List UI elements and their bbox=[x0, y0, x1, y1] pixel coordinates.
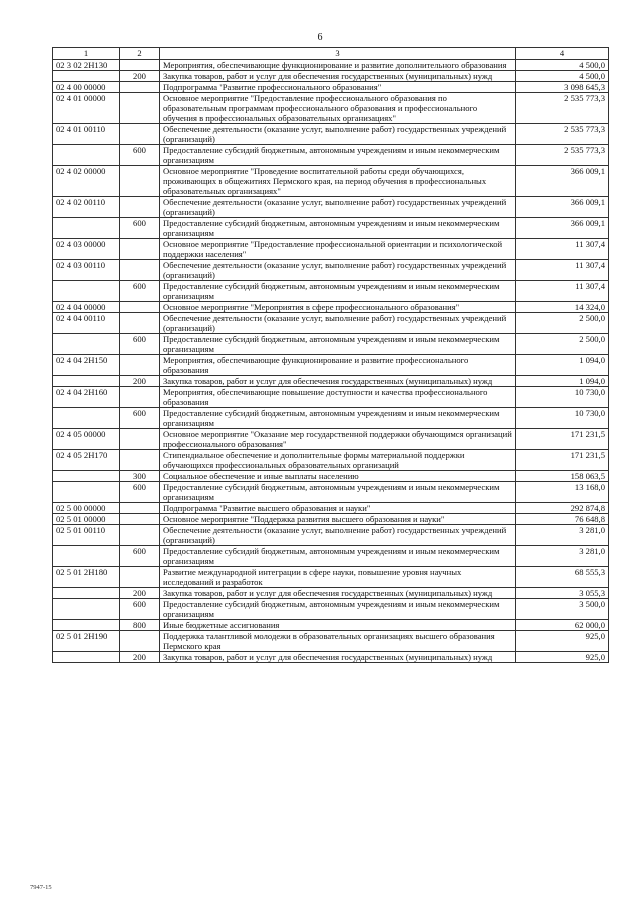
row-name-cell: Обеспечение деятельности (оказание услуг, выполнение работ) государственных учреждений (организаций) bbox=[160, 124, 516, 145]
row-amount-cell: 3 281,0 bbox=[516, 525, 609, 546]
table-row bbox=[53, 82, 609, 93]
row-code-cell bbox=[53, 376, 120, 387]
row-name-cell: Основное мероприятие "Мероприятия в сфере профессионального образования" bbox=[160, 302, 516, 313]
row-type-cell: 600 bbox=[120, 145, 160, 166]
table-row bbox=[53, 620, 609, 631]
row-amount-cell: 11 307,4 bbox=[516, 239, 609, 260]
row-code-cell: 02 5 01 00000 bbox=[53, 514, 120, 525]
row-type-cell bbox=[120, 355, 160, 376]
row-amount-cell: 76 648,8 bbox=[516, 514, 609, 525]
table-row bbox=[53, 471, 609, 482]
row-code-cell: 02 4 00 00000 bbox=[53, 82, 120, 93]
row-type-cell: 600 bbox=[120, 546, 160, 567]
row-amount-cell: 68 555,3 bbox=[516, 567, 609, 588]
row-type-cell: 300 bbox=[120, 471, 160, 482]
row-type-cell bbox=[120, 429, 160, 450]
row-amount-cell: 2 535 773,3 bbox=[516, 124, 609, 145]
row-type-cell: 600 bbox=[120, 334, 160, 355]
row-name-cell: Основное мероприятие "Оказание мер государственной поддержки обучающимся организаций профессионального образования" bbox=[160, 429, 516, 450]
row-type-cell: 200 bbox=[120, 376, 160, 387]
row-type-cell bbox=[120, 82, 160, 93]
row-code-cell bbox=[53, 281, 120, 302]
table-row bbox=[53, 525, 609, 546]
row-name-cell: Основное мероприятие "Предоставление профессионального образования по образовательным программам профессионального образования и профессионального обучения в профессиональных образовательных организациях" bbox=[160, 93, 516, 124]
row-code-cell: 02 4 03 00110 bbox=[53, 260, 120, 281]
row-code-cell: 02 4 04 00110 bbox=[53, 313, 120, 334]
row-code-cell: 02 4 02 00110 bbox=[53, 197, 120, 218]
row-code-cell bbox=[53, 652, 120, 663]
row-code-cell bbox=[53, 546, 120, 567]
table-row bbox=[53, 482, 609, 503]
row-amount-cell: 1 094,0 bbox=[516, 355, 609, 376]
table-row bbox=[53, 546, 609, 567]
row-amount-cell: 2 535 773,3 bbox=[516, 93, 609, 124]
row-type-cell bbox=[120, 631, 160, 652]
row-type-cell: 200 bbox=[120, 71, 160, 82]
row-code-cell: 02 5 01 2Н180 bbox=[53, 567, 120, 588]
table-row bbox=[53, 429, 609, 450]
table-row bbox=[53, 334, 609, 355]
row-type-cell bbox=[120, 525, 160, 546]
row-name-cell: Обеспечение деятельности (оказание услуг, выполнение работ) государственных учреждений (организаций) bbox=[160, 313, 516, 334]
table-row bbox=[53, 166, 609, 197]
footer-code: 7947-15 bbox=[30, 884, 52, 891]
table-row bbox=[53, 71, 609, 82]
table-row bbox=[53, 503, 609, 514]
row-name-cell: Закупка товаров, работ и услуг для обеспечения государственных (муниципальных) нужд bbox=[160, 71, 516, 82]
row-name-cell: Предоставление субсидий бюджетным, автономным учреждениям и иным некоммерческим организациям bbox=[160, 218, 516, 239]
row-type-cell bbox=[120, 387, 160, 408]
row-code-cell bbox=[53, 334, 120, 355]
row-name-cell: Обеспечение деятельности (оказание услуг, выполнение работ) государственных учреждений (организаций) bbox=[160, 525, 516, 546]
row-code-cell: 02 4 05 00000 bbox=[53, 429, 120, 450]
row-name-cell: Предоставление субсидий бюджетным, автономным учреждениям и иным некоммерческим организациям bbox=[160, 408, 516, 429]
row-code-cell bbox=[53, 588, 120, 599]
row-name-cell: Обеспечение деятельности (оказание услуг, выполнение работ) государственных учреждений (организаций) bbox=[160, 260, 516, 281]
budget-table bbox=[52, 47, 609, 663]
row-type-cell bbox=[120, 93, 160, 124]
row-amount-cell: 366 009,1 bbox=[516, 218, 609, 239]
table-row bbox=[53, 281, 609, 302]
row-code-cell bbox=[53, 599, 120, 620]
row-type-cell bbox=[120, 260, 160, 281]
row-type-cell: 200 bbox=[120, 588, 160, 599]
table-row bbox=[53, 387, 609, 408]
row-type-cell bbox=[120, 60, 160, 71]
row-code-cell: 02 4 02 00000 bbox=[53, 166, 120, 197]
row-name-cell: Закупка товаров, работ и услуг для обеспечения государственных (муниципальных) нужд bbox=[160, 376, 516, 387]
row-amount-cell: 925,0 bbox=[516, 631, 609, 652]
row-amount-cell: 11 307,4 bbox=[516, 260, 609, 281]
table-row bbox=[53, 376, 609, 387]
row-amount-cell: 4 500,0 bbox=[516, 60, 609, 71]
table-row bbox=[53, 218, 609, 239]
row-name-cell: Стипендиальное обеспечение и дополнительные формы материальной поддержки обучающихся профессиональных образовательных организаций bbox=[160, 450, 516, 471]
table-row bbox=[53, 60, 609, 71]
row-amount-cell: 158 063,5 bbox=[516, 471, 609, 482]
table-row bbox=[53, 260, 609, 281]
table-row bbox=[53, 567, 609, 588]
row-type-cell bbox=[120, 514, 160, 525]
row-amount-cell: 10 730,0 bbox=[516, 408, 609, 429]
row-name-cell: Закупка товаров, работ и услуг для обеспечения государственных (муниципальных) нужд bbox=[160, 588, 516, 599]
row-amount-cell: 2 500,0 bbox=[516, 334, 609, 355]
table-row bbox=[53, 631, 609, 652]
row-name-cell: Основное мероприятие "Проведение воспитательной работы среди обучающихся, проживающих в общежитиях Пермского края, на период обучения в профессиональных образовательных организациях" bbox=[160, 166, 516, 197]
row-code-cell bbox=[53, 482, 120, 503]
row-type-cell: 200 bbox=[120, 652, 160, 663]
row-name-cell: Предоставление субсидий бюджетным, автономным учреждениям и иным некоммерческим организациям bbox=[160, 334, 516, 355]
row-name-cell: Обеспечение деятельности (оказание услуг, выполнение работ) государственных учреждений (организаций) bbox=[160, 197, 516, 218]
row-name-cell: Основное мероприятие "Предоставление профессиональной ориентации и психологической поддержки населения" bbox=[160, 239, 516, 260]
table-row bbox=[53, 514, 609, 525]
table-row bbox=[53, 197, 609, 218]
row-name-cell: Закупка товаров, работ и услуг для обеспечения государственных (муниципальных) нужд bbox=[160, 652, 516, 663]
row-type-cell bbox=[120, 302, 160, 313]
row-code-cell bbox=[53, 145, 120, 166]
column-header-2: 2 bbox=[120, 48, 160, 60]
row-name-cell: Предоставление субсидий бюджетным, автономным учреждениям и иным некоммерческим организациям bbox=[160, 599, 516, 620]
row-code-cell bbox=[53, 471, 120, 482]
table-row bbox=[53, 355, 609, 376]
row-name-cell: Мероприятия, обеспечивающие функционирование и развитие дополнительного образования bbox=[160, 60, 516, 71]
table-row bbox=[53, 239, 609, 260]
row-code-cell: 02 4 03 00000 bbox=[53, 239, 120, 260]
row-amount-cell: 62 000,0 bbox=[516, 620, 609, 631]
table-row bbox=[53, 408, 609, 429]
row-name-cell: Развитие международной интеграции в сфере науки, повышение уровня научных исследований и разработок bbox=[160, 567, 516, 588]
row-name-cell: Иные бюджетные ассигнования bbox=[160, 620, 516, 631]
row-amount-cell: 292 874,8 bbox=[516, 503, 609, 514]
column-header-1: 1 bbox=[53, 48, 120, 60]
page-number: 6 bbox=[317, 32, 323, 43]
table-row bbox=[53, 124, 609, 145]
table-row bbox=[53, 599, 609, 620]
column-header-4: 4 bbox=[516, 48, 609, 60]
table-row bbox=[53, 93, 609, 124]
row-amount-cell: 1 094,0 bbox=[516, 376, 609, 387]
row-code-cell: 02 5 01 00110 bbox=[53, 525, 120, 546]
table-row bbox=[53, 145, 609, 166]
row-type-cell bbox=[120, 239, 160, 260]
row-amount-cell: 3 098 645,3 bbox=[516, 82, 609, 93]
row-code-cell bbox=[53, 408, 120, 429]
row-amount-cell: 925,0 bbox=[516, 652, 609, 663]
row-amount-cell: 366 009,1 bbox=[516, 197, 609, 218]
row-amount-cell: 2 500,0 bbox=[516, 313, 609, 334]
row-name-cell: Мероприятия, обеспечивающие повышение доступности и качества профессионального образования bbox=[160, 387, 516, 408]
table-row bbox=[53, 302, 609, 313]
row-name-cell: Поддержка талантливой молодежи в образовательных организациях высшего образования Пермского края bbox=[160, 631, 516, 652]
table-row bbox=[53, 652, 609, 663]
row-amount-cell: 2 535 773,3 bbox=[516, 145, 609, 166]
row-type-cell bbox=[120, 197, 160, 218]
row-code-cell: 02 3 02 2Н130 bbox=[53, 60, 120, 71]
row-amount-cell: 4 500,0 bbox=[516, 71, 609, 82]
row-amount-cell: 3 055,3 bbox=[516, 588, 609, 599]
row-type-cell: 600 bbox=[120, 599, 160, 620]
row-code-cell: 02 4 01 00000 bbox=[53, 93, 120, 124]
row-type-cell: 600 bbox=[120, 408, 160, 429]
column-header-3: 3 bbox=[160, 48, 516, 60]
row-type-cell bbox=[120, 450, 160, 471]
row-name-cell: Основное мероприятие "Поддержка развития высшего образования и науки" bbox=[160, 514, 516, 525]
row-code-cell: 02 4 04 2Н160 bbox=[53, 387, 120, 408]
row-code-cell: 02 5 00 00000 bbox=[53, 503, 120, 514]
row-amount-cell: 366 009,1 bbox=[516, 166, 609, 197]
row-code-cell: 02 4 04 2Н150 bbox=[53, 355, 120, 376]
row-name-cell: Социальное обеспечение и иные выплаты населению bbox=[160, 471, 516, 482]
row-amount-cell: 14 324,0 bbox=[516, 302, 609, 313]
table-body bbox=[53, 48, 609, 663]
row-code-cell: 02 4 04 00000 bbox=[53, 302, 120, 313]
row-code-cell bbox=[53, 71, 120, 82]
row-amount-cell: 171 231,5 bbox=[516, 429, 609, 450]
row-code-cell: 02 5 01 2Н190 bbox=[53, 631, 120, 652]
row-type-cell: 600 bbox=[120, 218, 160, 239]
row-type-cell bbox=[120, 124, 160, 145]
row-code-cell bbox=[53, 218, 120, 239]
table-row bbox=[53, 588, 609, 599]
row-type-cell bbox=[120, 567, 160, 588]
row-name-cell: Мероприятия, обеспечивающие функционирование и развитие профессионального образования bbox=[160, 355, 516, 376]
table-header-row bbox=[53, 48, 609, 60]
row-name-cell: Предоставление субсидий бюджетным, автономным учреждениям и иным некоммерческим организациям bbox=[160, 145, 516, 166]
row-amount-cell: 3 281,0 bbox=[516, 546, 609, 567]
row-amount-cell: 10 730,0 bbox=[516, 387, 609, 408]
row-type-cell: 600 bbox=[120, 482, 160, 503]
row-name-cell: Предоставление субсидий бюджетным, автономным учреждениям и иным некоммерческим организациям bbox=[160, 482, 516, 503]
row-name-cell: Предоставление субсидий бюджетным, автономным учреждениям и иным некоммерческим организациям bbox=[160, 281, 516, 302]
row-name-cell: Предоставление субсидий бюджетным, автономным учреждениям и иным некоммерческим организациям bbox=[160, 546, 516, 567]
row-type-cell bbox=[120, 166, 160, 197]
row-amount-cell: 11 307,4 bbox=[516, 281, 609, 302]
row-amount-cell: 171 231,5 bbox=[516, 450, 609, 471]
row-type-cell bbox=[120, 503, 160, 514]
row-code-cell bbox=[53, 620, 120, 631]
row-type-cell: 600 bbox=[120, 281, 160, 302]
row-type-cell bbox=[120, 313, 160, 334]
row-type-cell: 800 bbox=[120, 620, 160, 631]
table-row bbox=[53, 450, 609, 471]
row-code-cell: 02 4 01 00110 bbox=[53, 124, 120, 145]
row-name-cell: Подпрограмма "Развитие профессионального образования" bbox=[160, 82, 516, 93]
row-code-cell: 02 4 05 2Н170 bbox=[53, 450, 120, 471]
row-name-cell: Подпрограмма "Развитие высшего образования и науки" bbox=[160, 503, 516, 514]
table-row bbox=[53, 313, 609, 334]
row-amount-cell: 3 500,0 bbox=[516, 599, 609, 620]
row-amount-cell: 13 168,0 bbox=[516, 482, 609, 503]
